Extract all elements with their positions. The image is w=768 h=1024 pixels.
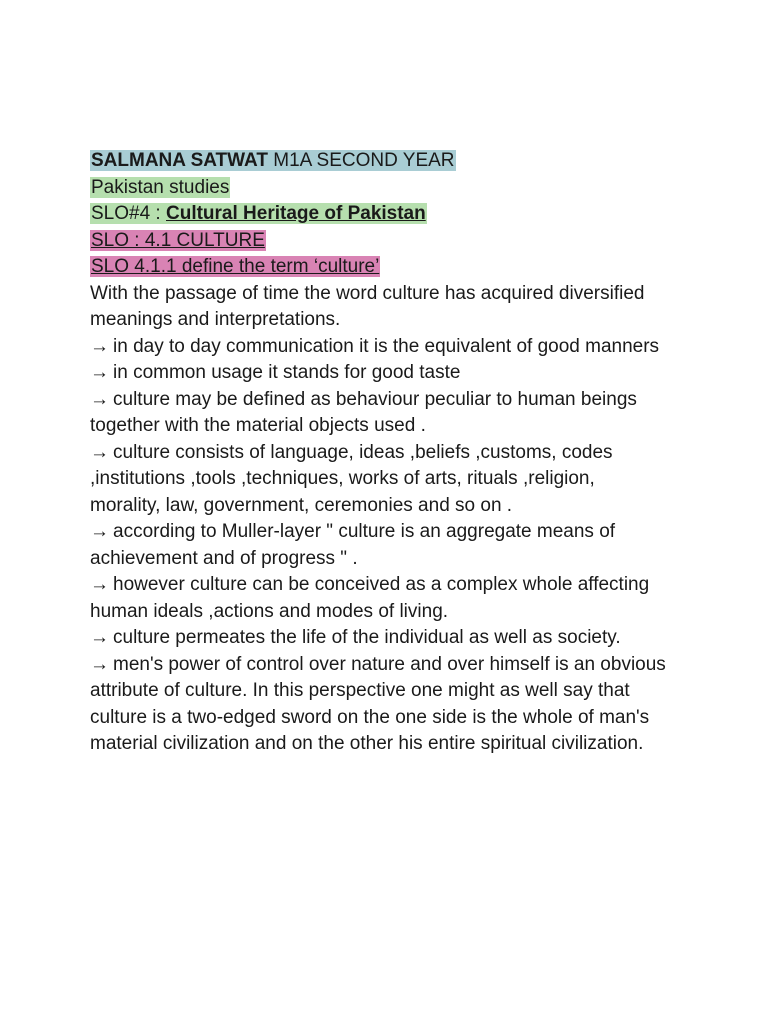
point-paragraph bbox=[90, 519, 670, 572]
point-text: in common usage it stands for good taste bbox=[113, 362, 461, 383]
subject-name: Pakistan studies bbox=[91, 176, 230, 198]
body-text bbox=[90, 281, 670, 758]
point-paragraph bbox=[90, 387, 670, 440]
point-paragraph bbox=[90, 572, 670, 625]
intro-paragraph: With the passage of time the word culture has acquired diversified meanings and interpretations. bbox=[90, 282, 645, 330]
point-paragraph bbox=[90, 625, 670, 652]
title-line bbox=[90, 148, 690, 175]
class-year: M1A SECOND YEAR bbox=[273, 150, 455, 171]
arrow-icon: → bbox=[90, 521, 109, 542]
point-text: culture permeates the life of the individual as well as society. bbox=[113, 627, 621, 648]
point-text: in day to day communication it is the equivalent of good manners bbox=[113, 335, 660, 357]
arrow-icon: → bbox=[90, 627, 109, 648]
slo-subsub-line bbox=[90, 254, 690, 281]
arrow-icon: → bbox=[90, 653, 109, 675]
slo-heading-highlight bbox=[90, 203, 427, 224]
point-text: culture consists of language, ideas ,beliefs ,customs, codes ,institutions ,tools ,techniques, works of arts, rituals ,religion, morality, law, government, ceremonies and so on . bbox=[90, 441, 613, 516]
point-text: according to Muller-layer " culture is an aggregate means of achievement and of progress " . bbox=[90, 521, 616, 569]
arrow-icon: → bbox=[90, 441, 109, 463]
arrow-icon: → bbox=[90, 574, 109, 595]
point-text: men's power of control over nature and over himself is an obvious attribute of culture. In this perspective one might as well say that culture is a two-edged sword on the one side is the whole of man's material civilization and on the other his entire spiritual civilization. bbox=[90, 653, 666, 754]
point-paragraph bbox=[90, 334, 670, 361]
document-page bbox=[90, 148, 690, 758]
title-highlight bbox=[90, 150, 456, 171]
arrow-icon: → bbox=[90, 388, 109, 410]
slo-sub-heading: SLO : 4.1 CULTURE bbox=[91, 229, 265, 251]
slo-prefix: SLO#4 : bbox=[91, 203, 166, 224]
slo-title: Cultural Heritage of Pakistan bbox=[166, 203, 426, 224]
point-text: culture may be defined as behaviour peculiar to human beings together with the material objects used . bbox=[90, 388, 637, 436]
slo-subsub-heading: SLO 4.1.1 define the term ‘culture’ bbox=[91, 256, 380, 277]
subject-line bbox=[90, 175, 690, 202]
point-text: however culture can be conceived as a complex whole affecting human ideals ,actions and modes of living. bbox=[90, 574, 650, 622]
arrow-icon: → bbox=[90, 362, 109, 383]
author-name: SALMANA SATWAT bbox=[91, 150, 268, 171]
slo-heading-line bbox=[90, 201, 690, 228]
point-paragraph bbox=[90, 440, 670, 520]
slo-sub-line bbox=[90, 228, 690, 255]
point-paragraph bbox=[90, 360, 670, 387]
arrow-icon: → bbox=[90, 335, 109, 357]
point-paragraph bbox=[90, 652, 670, 758]
